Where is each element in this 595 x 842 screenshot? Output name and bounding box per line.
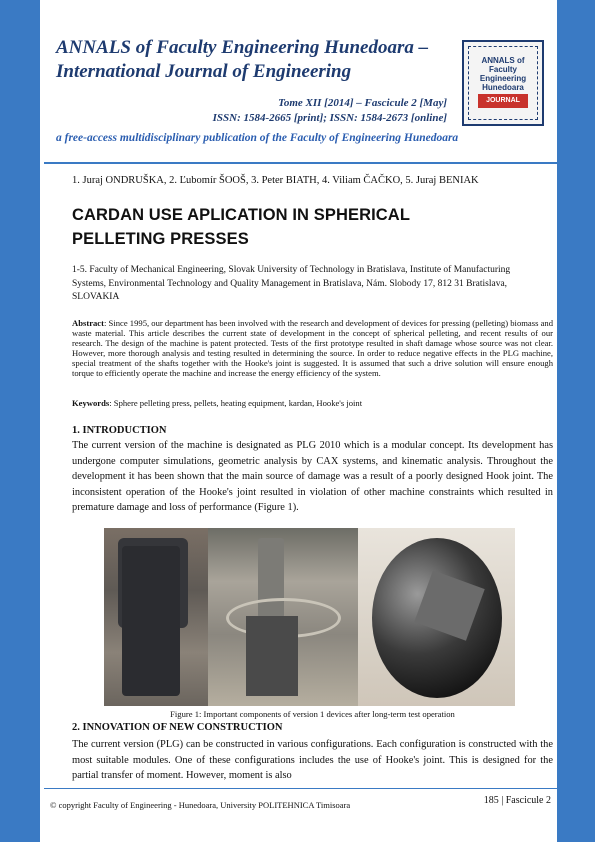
photo-damaged-sphere xyxy=(358,528,515,706)
page-footer xyxy=(44,788,557,818)
section-text-introduction: The current version of the machine is designated as PLG 2010 which is a modular concept. Its development has undergone computer simulations, geometric analysis by CAX systems, and kinematic analysis. Throughout the development it has been shown that the main source of damage was a result of a poorly designed Hook joint. The inconsistent operation of the Hooke's joint resulted in violation of other machine constraints which resulted in premature damage and loss of performance (Figure 1). xyxy=(72,440,553,513)
keywords-text: : Sphere pelleting press, pellets, heating equipment, kardan, Hooke's joint xyxy=(109,398,363,408)
block-base xyxy=(122,546,180,696)
journal-header xyxy=(44,0,557,164)
section-heading-introduction: 1. INTRODUCTION xyxy=(72,425,167,436)
keywords xyxy=(72,398,553,408)
section-text-innovation: The current version (PLG) can be constructed in various configurations. Each configuration is constructed with the most suitable modules. One of these configurations includes the use of Hooke's joint. This is designed for the partial transfer of moment. However, moment is also xyxy=(72,739,553,781)
journal-title: ANNALS of Faculty Engineering Hunedoara – International Journal of Engineering xyxy=(56,37,429,82)
keywords-label: Keywords xyxy=(72,398,110,408)
section-heading-innovation: 2. INNOVATION OF NEW CONSTRUCTION xyxy=(72,722,283,733)
volume-info: Tome XII [2014] – Fascicule 2 [May] xyxy=(278,97,447,109)
abstract xyxy=(72,318,553,378)
figure-caption: Figure 1: Important components of version 1 devices after long-term test operation xyxy=(170,709,455,719)
abstract-label: Abstract xyxy=(72,318,104,328)
photo-shaft-and-ring xyxy=(208,528,358,706)
affiliation: 1-5. Faculty of Mechanical Engineering, Slovak University of Technology in Bratislava, Institute of Manufacturing Systems, Environmental Technology and Quality Management in Bratislava, Nám. Slobody 17, 812 31 Bratislava, SLOVAKIA xyxy=(72,265,511,302)
abstract-text: : Since 1995, our department has been involved with the research and development of devices for pressing (pelleting) biomass and waste material. This article describes the current state of development in the concept of spherical pelleting, and recent results of our research. The design of the machine is patent protected. Tests of the first prototype resulted in shaft damage whose source was not clear. However, more thorough analysis and testing resulted in determining the source. In order to reduce negative effects in the PLG machine, special treatment of the shafts together with the Hooke's joint is suggested. It is assumed that such a drive solution will ensure enough torque to efficiently operate the machine and increase the energy efficiency of the system. xyxy=(72,318,553,378)
steel-sphere xyxy=(372,538,502,698)
square-shaft-end xyxy=(246,616,298,696)
photo-damaged-block xyxy=(104,528,208,706)
paper-title: CARDAN USE APLICATION IN SPHERICAL PELLETING PRESSES xyxy=(72,206,410,248)
left-border xyxy=(0,0,40,842)
figure-1 xyxy=(104,528,515,706)
logo-badge: JOURNAL xyxy=(478,94,528,108)
journal-logo xyxy=(462,40,544,126)
sphere-cavity xyxy=(414,570,484,640)
copyright: © copyright Faculty of Engineering - Hunedoara, University POLITEHNICA Timisoara xyxy=(50,800,351,810)
page-number: 185 | Fascicule 2 xyxy=(483,795,551,806)
journal-tagline: a free-access multidisciplinary publication of the Faculty of Engineering Hunedoara xyxy=(56,132,459,144)
issn-info: ISSN: 1584-2665 [print]; ISSN: 1584-2673 [online] xyxy=(212,112,447,124)
right-border xyxy=(557,0,595,842)
logo-text: ANNALS of Faculty Engineering Hunedoara xyxy=(479,56,527,92)
authors: 1. Juraj ONDRUŠKA, 2. Ľubomír ŠOOŠ, 3. Peter BIATH, 4. Viliam ČAČKO, 5. Juraj BENIAK xyxy=(72,175,479,186)
